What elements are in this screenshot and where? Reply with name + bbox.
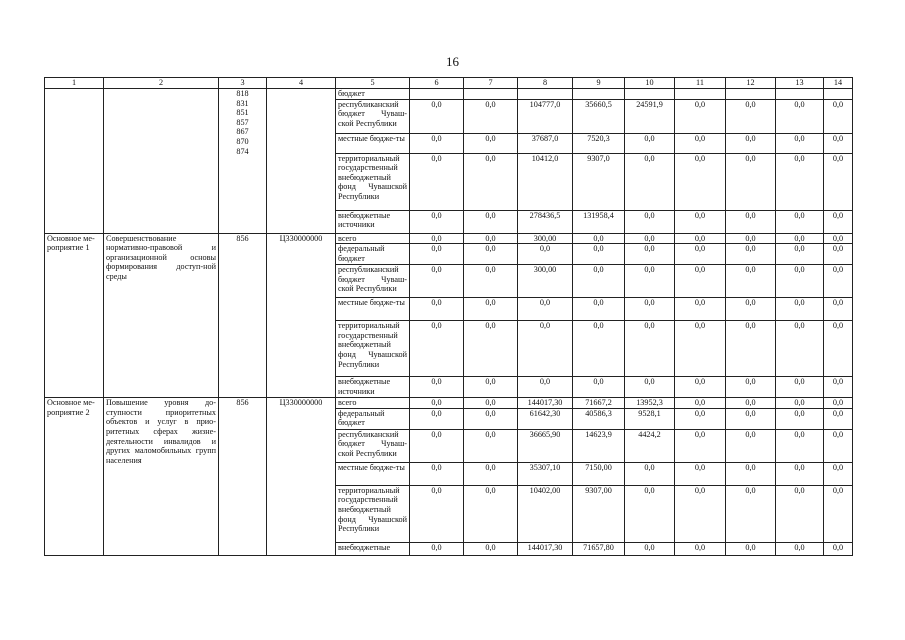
funding-source-cell: территориальный государственный внебюджетный фонд Чувашской Республики [336, 321, 410, 377]
value-cell: 0,0 [410, 485, 464, 542]
value-cell: 0,0 [573, 265, 625, 298]
value-cell: 0,0 [518, 298, 573, 321]
value-cell: 0,0 [726, 233, 776, 244]
value-cell: 0,0 [726, 398, 776, 409]
table-row [45, 398, 853, 409]
value-cell: 0,0 [726, 485, 776, 542]
column-header: 6 [410, 78, 464, 89]
value-cell: 0,0 [675, 485, 726, 542]
value-cell: 0,0 [625, 265, 675, 298]
value-cell: 4424,2 [625, 429, 675, 462]
column-header: 2 [104, 78, 219, 89]
value-cell: 0,0 [824, 462, 853, 485]
value-cell [410, 89, 464, 100]
header-row [45, 78, 853, 89]
value-cell: 0,0 [776, 398, 824, 409]
funding-source-cell: местные бюдже-ты [336, 298, 410, 321]
target-code-cell: Ц330000000 [267, 233, 336, 398]
value-cell: 0,0 [410, 153, 464, 210]
funding-source-cell: внебюджетные источники [336, 210, 410, 233]
value-cell: 0,0 [824, 408, 853, 429]
value-cell: 13952,3 [625, 398, 675, 409]
column-header: 8 [518, 78, 573, 89]
column-header: 5 [336, 78, 410, 89]
value-cell: 0,0 [776, 462, 824, 485]
value-cell: 0,0 [824, 233, 853, 244]
value-cell: 0,0 [824, 153, 853, 210]
value-cell: 36665,90 [518, 429, 573, 462]
funding-source-cell: республиканский бюджет Чуваш-ской Республики [336, 99, 410, 133]
value-cell: 0,0 [464, 133, 518, 153]
value-cell: 0,0 [824, 265, 853, 298]
value-cell: 0,0 [824, 298, 853, 321]
value-cell: 0,0 [776, 133, 824, 153]
event-description-cell: Совершенствование нормативно-правовой и организационной основы формирования доступ-ной среды [104, 233, 219, 398]
funding-source-cell: территориальный государственный внебюджетный фонд Чувашской Республики [336, 485, 410, 542]
value-cell: 0,0 [464, 485, 518, 542]
value-cell: 0,0 [625, 210, 675, 233]
value-cell: 0,0 [625, 321, 675, 377]
value-cell: 0,0 [824, 429, 853, 462]
value-cell: 0,0 [464, 233, 518, 244]
value-cell: 0,0 [410, 99, 464, 133]
value-cell: 144017,30 [518, 542, 573, 555]
value-cell: 0,0 [410, 321, 464, 377]
value-cell: 61642,30 [518, 408, 573, 429]
funding-source-cell: бюджет [336, 89, 410, 100]
value-cell: 0,0 [776, 408, 824, 429]
value-cell: 0,0 [726, 298, 776, 321]
value-cell: 0,0 [776, 99, 824, 133]
value-cell: 0,0 [824, 244, 853, 265]
value-cell: 0,0 [675, 133, 726, 153]
value-cell: 0,0 [675, 321, 726, 377]
value-cell: 0,0 [726, 210, 776, 233]
value-cell: 0,0 [776, 153, 824, 210]
value-cell [518, 89, 573, 100]
value-cell: 0,0 [464, 298, 518, 321]
value-cell: 0,0 [824, 321, 853, 377]
value-cell: 0,0 [776, 542, 824, 555]
value-cell [464, 89, 518, 100]
value-cell [824, 89, 853, 100]
value-cell: 9528,1 [625, 408, 675, 429]
value-cell: 0,0 [410, 408, 464, 429]
value-cell: 0,0 [726, 408, 776, 429]
value-cell: 0,0 [410, 244, 464, 265]
funding-source-cell: федеральный бюджет [336, 244, 410, 265]
value-cell: 0,0 [824, 99, 853, 133]
funding-source-cell: внебюджетные [336, 542, 410, 555]
value-cell: 0,0 [824, 398, 853, 409]
value-cell: 9307,0 [573, 153, 625, 210]
value-cell: 0,0 [726, 321, 776, 377]
column-header: 1 [45, 78, 104, 89]
value-cell: 10412,0 [518, 153, 573, 210]
value-cell: 0,0 [776, 429, 824, 462]
value-cell [776, 89, 824, 100]
funding-source-cell: всего [336, 233, 410, 244]
value-cell: 0,0 [726, 542, 776, 555]
value-cell [726, 89, 776, 100]
column-header: 10 [625, 78, 675, 89]
value-cell: 71667,2 [573, 398, 625, 409]
value-cell: 131958,4 [573, 210, 625, 233]
funding-source-cell: местные бюдже-ты [336, 462, 410, 485]
value-cell: 7520,3 [573, 133, 625, 153]
value-cell: 0,0 [675, 542, 726, 555]
funding-source-cell: республиканский бюджет Чуваш-ской Республики [336, 429, 410, 462]
value-cell: 0,0 [675, 298, 726, 321]
column-header: 9 [573, 78, 625, 89]
value-cell: 0,0 [675, 210, 726, 233]
value-cell: 0,0 [573, 298, 625, 321]
value-cell: 0,0 [726, 462, 776, 485]
column-header: 14 [824, 78, 853, 89]
value-cell: 0,0 [625, 233, 675, 244]
value-cell: 0,0 [675, 398, 726, 409]
value-cell: 0,0 [625, 133, 675, 153]
value-cell: 0,0 [464, 321, 518, 377]
value-cell: 0,0 [410, 265, 464, 298]
value-cell: 35660,5 [573, 99, 625, 133]
value-cell: 0,0 [675, 99, 726, 133]
value-cell: 0,0 [675, 429, 726, 462]
value-cell: 0,0 [776, 233, 824, 244]
funding-source-cell: территориальный государственный внебюджетный фонд Чувашской Республики [336, 153, 410, 210]
value-cell: 0,0 [573, 321, 625, 377]
value-cell: 0,0 [726, 244, 776, 265]
value-cell: 0,0 [625, 377, 675, 398]
value-cell: 40586,3 [573, 408, 625, 429]
value-cell: 0,0 [410, 542, 464, 555]
value-cell: 0,0 [776, 265, 824, 298]
budget-codes-cell: 818 831 851 857 867 870 874 [219, 89, 267, 234]
value-cell: 0,0 [776, 210, 824, 233]
value-cell: 0,0 [464, 244, 518, 265]
value-cell: 0,0 [573, 244, 625, 265]
value-cell: 144017,30 [518, 398, 573, 409]
value-cell: 0,0 [625, 462, 675, 485]
funding-source-cell: местные бюдже-ты [336, 133, 410, 153]
value-cell: 0,0 [410, 377, 464, 398]
value-cell: 0,0 [625, 244, 675, 265]
value-cell: 0,0 [410, 398, 464, 409]
value-cell: 0,0 [675, 244, 726, 265]
value-cell: 0,0 [726, 265, 776, 298]
value-cell: 0,0 [675, 462, 726, 485]
event-description-cell [104, 89, 219, 234]
value-cell: 24591,9 [625, 99, 675, 133]
value-cell: 0,0 [776, 485, 824, 542]
value-cell: 0,0 [518, 321, 573, 377]
value-cell: 0,0 [675, 377, 726, 398]
value-cell: 0,0 [675, 265, 726, 298]
value-cell: 0,0 [518, 244, 573, 265]
value-cell: 0,0 [410, 298, 464, 321]
value-cell: 0,0 [776, 298, 824, 321]
value-cell: 0,0 [726, 99, 776, 133]
table-body [45, 78, 853, 556]
value-cell: 0,0 [464, 377, 518, 398]
value-cell: 0,0 [464, 99, 518, 133]
value-cell: 0,0 [464, 153, 518, 210]
value-cell: 10402,00 [518, 485, 573, 542]
value-cell [573, 89, 625, 100]
budget-code-cell: 856 [219, 233, 267, 398]
value-cell: 0,0 [464, 265, 518, 298]
column-header: 4 [267, 78, 336, 89]
value-cell: 0,0 [464, 408, 518, 429]
value-cell: 0,0 [776, 244, 824, 265]
value-cell: 0,0 [726, 133, 776, 153]
value-cell: 0,0 [824, 133, 853, 153]
funding-source-cell: внебюджетные источники [336, 377, 410, 398]
column-header: 3 [219, 78, 267, 89]
value-cell: 300,00 [518, 233, 573, 244]
column-header: 11 [675, 78, 726, 89]
funding-source-cell: всего [336, 398, 410, 409]
value-cell: 0,0 [410, 133, 464, 153]
value-cell: 0,0 [410, 210, 464, 233]
value-cell: 0,0 [726, 153, 776, 210]
value-cell [625, 89, 675, 100]
funding-source-cell: республиканский бюджет Чуваш-ской Республики [336, 265, 410, 298]
value-cell: 0,0 [776, 321, 824, 377]
event-description-cell: Повышение уровня до-ступности приоритетных объектов и услуг в прио-ритетных сферах жизне-деятельности инвалидов и других маломобильных групп населения [104, 398, 219, 556]
value-cell: 37687,0 [518, 133, 573, 153]
event-name-cell: Основное ме-роприятие 2 [45, 398, 104, 556]
value-cell: 9307,00 [573, 485, 625, 542]
value-cell: 7150,00 [573, 462, 625, 485]
value-cell: 0,0 [625, 485, 675, 542]
event-name-cell: Основное ме-роприятие 1 [45, 233, 104, 398]
value-cell: 0,0 [776, 377, 824, 398]
target-code-cell [267, 89, 336, 234]
page-number: 16 [446, 54, 459, 69]
value-cell: 0,0 [625, 153, 675, 210]
column-header: 7 [464, 78, 518, 89]
value-cell: 0,0 [824, 210, 853, 233]
target-code-cell: Ц330000000 [267, 398, 336, 556]
value-cell: 0,0 [726, 429, 776, 462]
value-cell: 0,0 [464, 542, 518, 555]
value-cell: 0,0 [464, 462, 518, 485]
value-cell: 0,0 [410, 462, 464, 485]
value-cell: 300,00 [518, 265, 573, 298]
column-header: 13 [776, 78, 824, 89]
budget-code-cell: 856 [219, 398, 267, 556]
value-cell: 0,0 [625, 298, 675, 321]
value-cell: 0,0 [824, 377, 853, 398]
table-row [45, 89, 853, 100]
value-cell: 14623,9 [573, 429, 625, 462]
value-cell: 0,0 [573, 233, 625, 244]
funding-source-cell: федеральный бюджет [336, 408, 410, 429]
value-cell [675, 89, 726, 100]
value-cell: 0,0 [726, 377, 776, 398]
table-row [45, 233, 853, 244]
event-name-cell [45, 89, 104, 234]
value-cell: 35307,10 [518, 462, 573, 485]
value-cell: 0,0 [464, 429, 518, 462]
column-header: 12 [726, 78, 776, 89]
value-cell: 0,0 [675, 233, 726, 244]
value-cell: 0,0 [824, 485, 853, 542]
value-cell: 0,0 [625, 542, 675, 555]
value-cell: 0,0 [464, 210, 518, 233]
value-cell: 71657,80 [573, 542, 625, 555]
value-cell: 0,0 [824, 542, 853, 555]
value-cell: 104777,0 [518, 99, 573, 133]
value-cell: 0,0 [410, 233, 464, 244]
value-cell: 0,0 [464, 398, 518, 409]
budget-table [44, 77, 853, 556]
value-cell: 0,0 [675, 408, 726, 429]
value-cell: 278436,5 [518, 210, 573, 233]
value-cell: 0,0 [518, 377, 573, 398]
value-cell: 0,0 [573, 377, 625, 398]
value-cell: 0,0 [675, 153, 726, 210]
value-cell: 0,0 [410, 429, 464, 462]
